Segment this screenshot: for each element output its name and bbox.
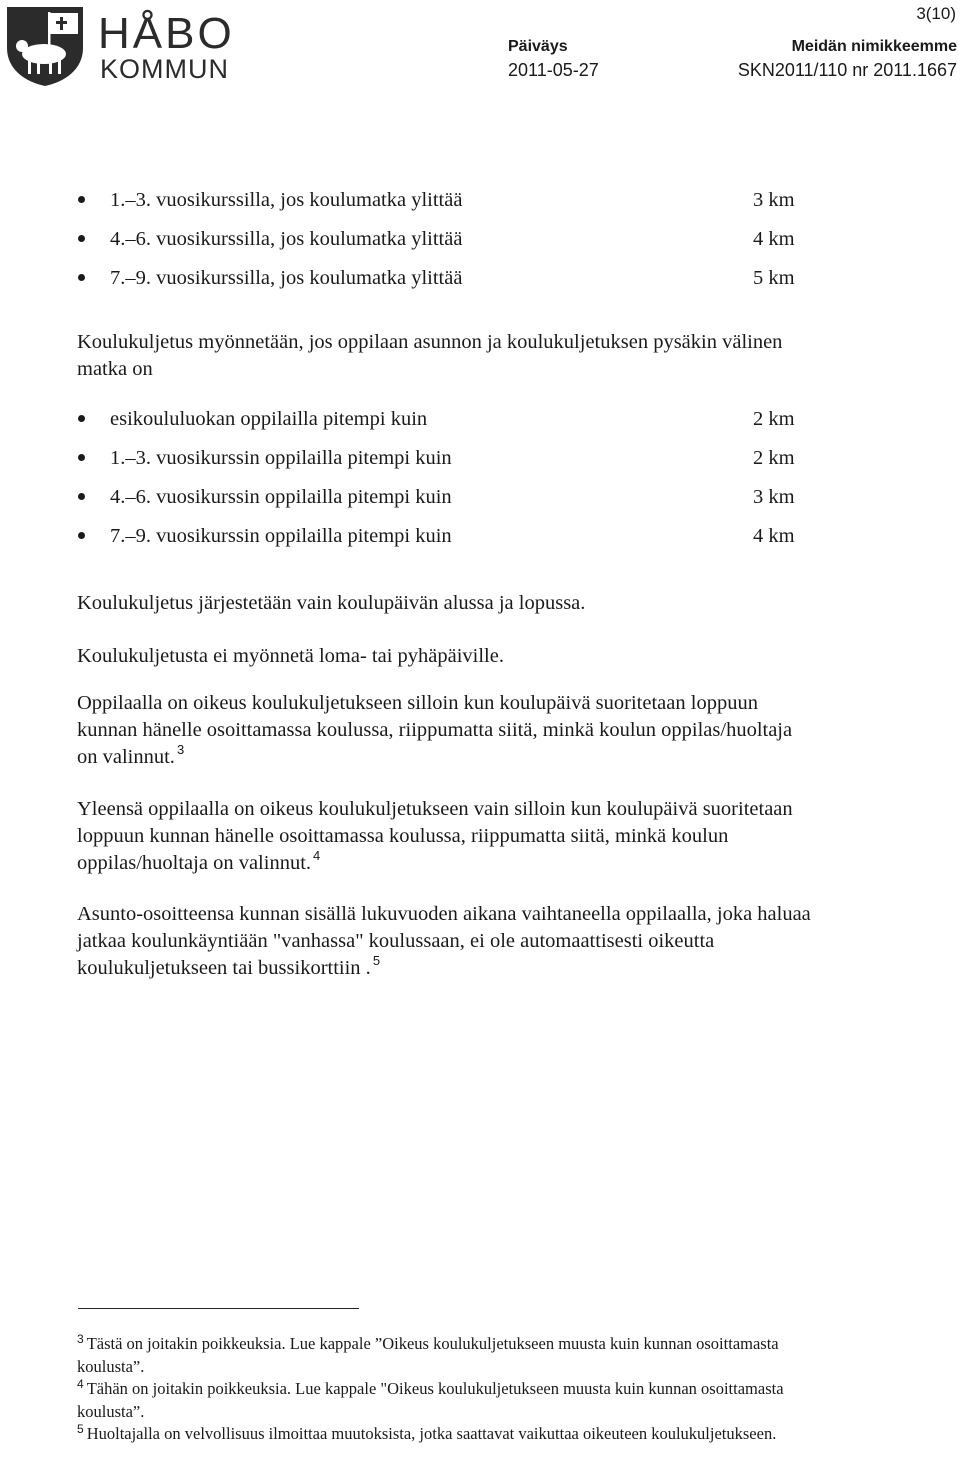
stop-distance-intro: Koulukuljetus myönnetään, jos oppilaan asunnon ja koulukuljetuksen pysäkin välinen matka on [77,331,783,380]
footnote [77,1333,797,1378]
list-item [0,484,960,523]
footnote-text: Tästä on joitakin poikkeuksia. Lue kappale ”Oikeus koulukuljetukseen muusta kuin kunnan osoittamasta koulusta”. [77,1334,779,1376]
footnote [77,1378,797,1423]
bullet-icon [78,454,85,461]
list-item [0,445,960,484]
stop-distances-list [0,406,960,562]
paragraph-text: Oppilaalla on oikeus koulukuljetukseen silloin kun koulupäivä suoritetaan loppuun kunnan hänelle osoittamassa koulussa, riippumatta siitä, minkä koulun oppilas/huoltaja on valinnut. [77,692,793,768]
list-item [0,406,960,445]
footnote-number: 3 [77,1332,84,1346]
list-item-text: esikoululuokan oppilailla pitempi kuin [110,408,428,430]
list-item [0,523,960,562]
footnote [77,1423,797,1446]
general-rule-paragraph [77,796,817,877]
footnote-text: Huoltajalla on velvollisuus ilmoittaa muutoksista, jotka saattavat vaikuttaa oikeuteen koulukuljetukseen. [86,1424,777,1443]
reference-value: SKN2011/110 nr 2011.1667 [737,60,957,80]
list-item-text: 1.–3. vuosikurssilla, jos koulumatka ylittää [110,189,463,211]
footnotes [77,1333,797,1446]
bullet-icon [78,532,85,539]
list-item [0,187,960,226]
footnote-reference[interactable]: 4 [313,848,321,863]
date-value: 2011-05-27 [508,60,599,80]
list-item-distance: 3 km [753,486,795,508]
bullet-icon [78,196,85,203]
footnote-reference[interactable]: 3 [176,742,185,757]
list-item-distance: 2 km [753,447,795,469]
list-item-text: 7.–9. vuosikurssin oppilailla pitempi kuin [110,525,452,547]
bullet-icon [78,493,85,500]
list-item-text: 4.–6. vuosikurssilla, jos koulumatka ylittää [110,228,463,250]
bullet-icon [78,415,85,422]
list-item-distance: 5 km [753,267,795,289]
distance-limits-list [0,187,960,304]
list-item-distance: 4 km [753,228,795,250]
holidays-paragraph: Koulukuljetusta ei myönnetä loma- tai pyhäpäiville. [77,645,504,667]
date-label: Päiväys [508,38,568,55]
list-item [0,265,960,304]
paragraph-text: Asunto-osoitteensa kunnan sisällä lukuvuoden aikana vaihtaneella oppilaalla, joka haluaa jatkaa koulunkäyntiään "vanhassa" koulussaan, ei ole automaattisesti oikeutta koulukuljetukseen tai bussikorttiin . [77,903,811,979]
logo-wordmark-habo: HÅBO [98,9,235,58]
footnote-reference[interactable]: 5 [372,953,381,968]
address-change-paragraph [77,901,817,982]
footnote-separator [78,1308,359,1309]
paragraph-text: Yleensä oppilaalla on oikeus koulukuljetukseen vain silloin kun koulupäivä suoritetaan loppuun kunnan hänelle osoittamassa koulussa, riippumatta siitä, minkä koulun oppilas/huoltaja on valinnut. [77,798,793,874]
right-to-transport-paragraph [77,690,817,771]
footnote-number: 4 [77,1377,84,1391]
list-item-text: 7.–9. vuosikurssilla, jos koulumatka ylittää [110,267,463,289]
list-item-text: 4.–6. vuosikurssin oppilailla pitempi kuin [110,486,452,508]
bullet-icon [78,274,85,281]
list-item-distance: 2 km [753,408,795,430]
start-end-paragraph: Koulukuljetus järjestetään vain koulupäivän alussa ja lopussa. [77,592,586,614]
reference-label: Meidän nimikkeemme [791,38,957,55]
list-item [0,226,960,265]
footnote-number: 5 [77,1422,84,1436]
logo-wordmark-kommun: KOMMUN [100,54,229,84]
list-item-text: 1.–3. vuosikurssin oppilailla pitempi kuin [110,447,452,469]
coat-of-arms-icon [4,4,86,88]
habo-kommun-logo [4,4,244,88]
list-item-distance: 4 km [753,525,795,547]
bullet-icon [78,235,85,242]
list-item-distance: 3 km [753,189,795,211]
footnote-text: Tähän on joitakin poikkeuksia. Lue kappale "Oikeus koulukuljetukseen muusta kuin kunnan osoittamasta koulusta”. [77,1379,784,1421]
page-number: 3(10) [916,4,956,23]
